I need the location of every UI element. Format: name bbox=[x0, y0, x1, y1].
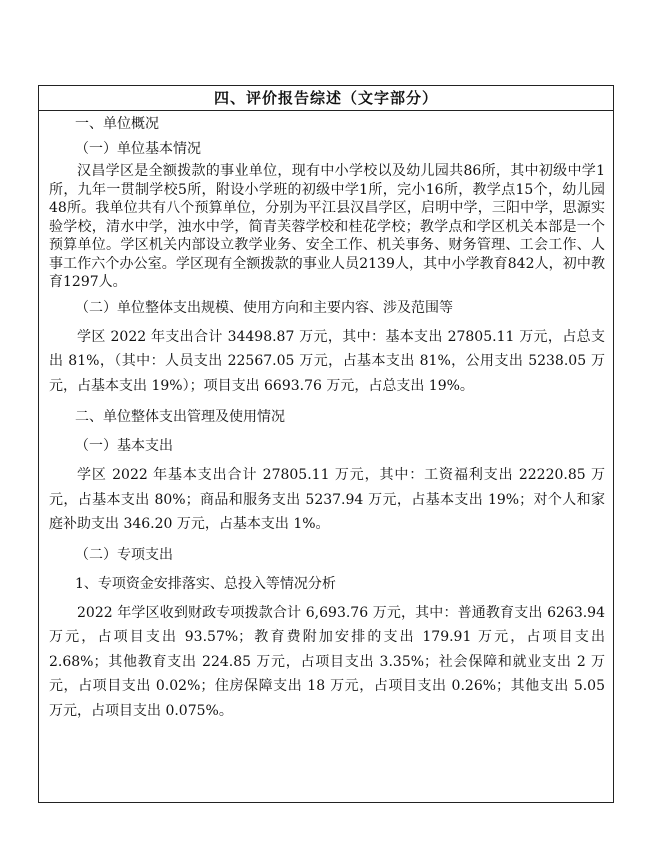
report-frame bbox=[38, 85, 614, 803]
report-content bbox=[39, 111, 613, 723]
subsection-heading-basic-expenditure: （一）基本支出 bbox=[75, 438, 173, 454]
section-heading-expenditure-management: 二、单位整体支出管理及使用情况 bbox=[75, 409, 285, 425]
report-title: 四、评价报告综述（文字部分） bbox=[39, 86, 613, 111]
subsection-heading-basic-info: （一）单位基本情况 bbox=[75, 141, 201, 157]
subsection-heading-special-expenditure: （二）专项支出 bbox=[75, 546, 173, 563]
paragraph-basic-info: 汉昌学区是全额拨款的事业单位，现有中小学校以及幼儿园共86所，其中初级中学1所，九年一贯制学校5所，附设小学班的初级中学1所，完小16所，教学点15个，幼儿园48所。我单位共有八个预算单位，分别为平江县汉昌学区，启明中学，三阳中学，思源实验学校，清水中学，浊水中学，简青芙蓉学校和桂花学校；教学点和学区机关本部是一个预算单位。学区机关内部设立教学业务、安全工作、机关事务、财务管理、工会工作、人事工作六个办公室。学区现有全额拨款的事业人员2139人，其中小学教育842人，初中教育1297人。 bbox=[49, 163, 605, 290]
section-heading-unit-overview: 一、单位概况 bbox=[75, 116, 159, 132]
subsection-heading-expenditure-scale: （二）单位整体支出规模、使用方向和主要内容、涉及范围等 bbox=[75, 299, 453, 316]
item-heading-special-funds-analysis: 1、专项资金安排落实、总投入等情况分析 bbox=[75, 575, 336, 592]
paragraph-basic-expenditure: 学区 2022 年基本支出合计 27805.11 万元，其中：工资福利支出 22220.85 万元，占基本支出 80%；商品和服务支出 5237.94 万元，占基本支出 19%；对个人和家庭补助支出 346.20 万元，占基本支出 1%。 bbox=[49, 467, 605, 532]
paragraph-special-funds-analysis: 2022 年学区收到财政专项拨款合计 6,693.76 万元，其中：普通教育支出 6263.94 万元，占项目支出 93.57%；教育费附加安排的支出 179.91 万元，占项目支出 2.68%；其他教育支出 224.85 万元，占项目支出 3.35%；社会保障和就业支出 2 万元，占项目支出 0.02%；住房保障支出 18 万元，占项目支出 0.26%；其他支出 5.05 万元，占项目支出 0.075%。 bbox=[49, 604, 605, 719]
paragraph-expenditure-scale: 学区 2022 年支出合计 34498.87 万元，其中：基本支出 27805.11 万元，占总支出 81%，（其中：人员支出 22567.05 万元，占基本支出 81%，公用支出 5238.05 万元，占基本支出 19%）；项目支出 6693.76 万元，占总支出 19%。 bbox=[49, 328, 605, 394]
